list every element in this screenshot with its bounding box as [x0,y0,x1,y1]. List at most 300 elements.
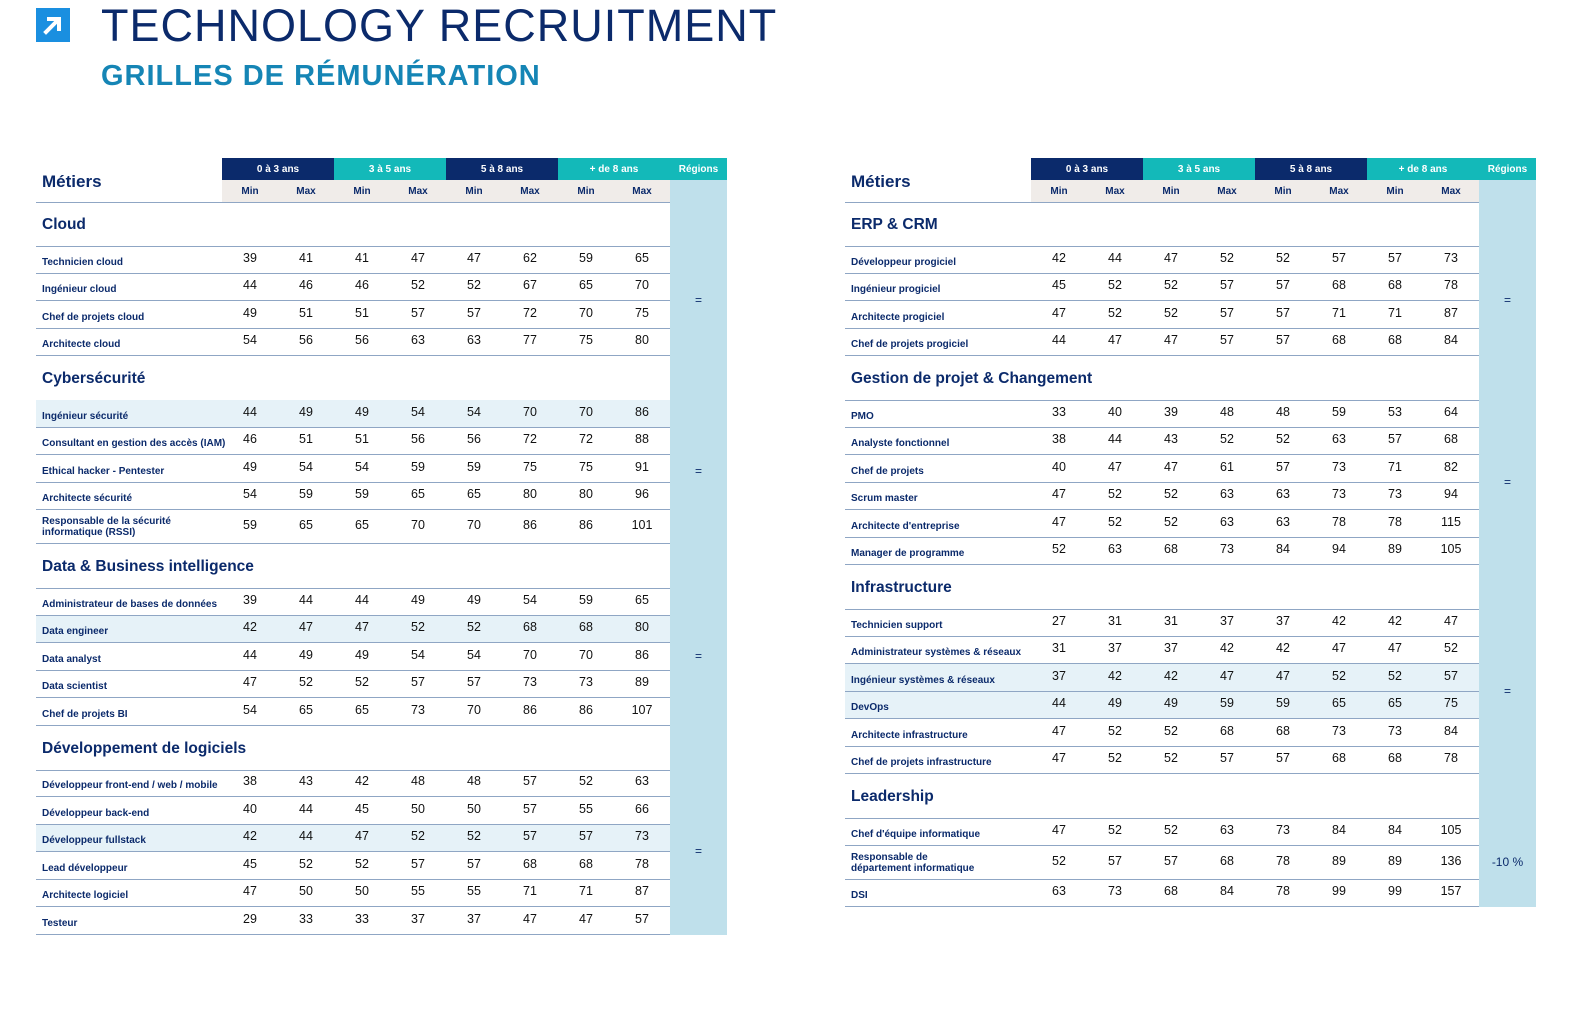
min-salary-cell: 47 [1052,487,1066,502]
min-max-header [1255,180,1367,202]
section-title: Cloud [42,216,86,233]
job-title: DevOps [851,702,889,714]
min-salary-cell: 73 [1388,487,1402,502]
max-salary-cell: 48 [1220,404,1234,419]
min-max-header [1143,180,1255,202]
regions-column [1479,180,1536,907]
min-salary-cell: 49 [243,459,257,474]
job-title: Développeur back-end [42,807,150,819]
region-adjustment: -10 % [1491,854,1524,869]
max-salary-cell: 54 [411,647,425,662]
arrow-up-right-icon [36,8,70,42]
min-salary-cell: 57 [1388,432,1402,447]
max-salary-cell: 71 [1332,305,1346,320]
max-salary-cell: 84 [1444,723,1458,738]
min-salary-cell: 54 [467,647,481,662]
min-salary-cell: 31 [1164,613,1178,628]
salary-grid-right [845,158,1547,907]
max-salary-cell: 68 [523,856,537,871]
max-salary-cell: 75 [635,305,649,320]
max-salary-cell: 47 [1108,333,1122,348]
region-adjustment: = [694,648,702,663]
max-salary-cell: 61 [1220,459,1234,474]
region-adjustment: = [1503,683,1511,698]
region-adjustment: = [694,464,702,478]
max-salary-cell: 57 [1220,333,1234,348]
job-title: Chef de projets progiciel [851,339,969,351]
max-salary-cell: 52 [1108,278,1122,293]
max-salary-cell: 65 [1332,696,1346,711]
region-adjustment: = [694,844,702,858]
max-salary-cell: 54 [299,459,313,474]
table-row [845,246,1479,274]
max-salary-cell: 105 [1440,542,1462,557]
min-salary-cell: 65 [1388,696,1402,711]
min-label: Min [1386,185,1404,197]
min-salary-cell: 52 [467,829,481,844]
min-salary-cell: 78 [1388,514,1402,529]
max-salary-cell: 52 [299,675,313,690]
min-salary-cell: 47 [1388,641,1402,656]
job-title: Développeur progiciel [851,256,957,268]
min-salary-cell: 63 [467,333,481,348]
table-row [845,428,1479,456]
job-title: Data engineer [42,626,109,638]
min-salary-cell: 54 [243,333,257,348]
max-salary-cell: 50 [411,801,425,816]
max-salary-cell: 94 [1444,487,1458,502]
job-title: Architecte logiciel [42,890,129,902]
max-salary-cell: 68 [1332,751,1346,766]
max-salary-cell: 107 [631,702,653,717]
min-salary-cell: 44 [1052,333,1066,348]
min-label: Min [241,185,259,197]
max-salary-cell: 65 [299,702,313,717]
min-salary-cell: 47 [1164,250,1178,265]
max-salary-cell: 44 [1108,432,1122,447]
max-salary-cell: 52 [1332,668,1346,683]
min-salary-cell: 57 [467,856,481,871]
max-salary-cell: 91 [635,459,649,474]
max-salary-cell: 86 [523,702,537,717]
table-row [845,455,1479,483]
max-salary-cell: 52 [411,620,425,635]
min-salary-cell: 68 [1388,278,1402,293]
max-salary-cell: 49 [299,647,313,662]
page-subtitle: GRILLES DE RÉMUNÉRATION [101,60,541,92]
job-title: Lead développeur [42,862,128,874]
min-salary-cell: 49 [355,404,369,419]
section-title: ERP & CRM [851,216,938,233]
max-salary-cell: 59 [411,459,425,474]
min-salary-cell: 56 [355,333,369,348]
min-max-header [334,180,446,202]
min-salary-cell: 52 [1276,432,1290,447]
min-salary-cell: 33 [355,911,369,926]
max-salary-cell: 87 [635,884,649,899]
max-salary-cell: 77 [523,333,537,348]
min-salary-cell: 54 [243,487,257,502]
min-salary-cell: 42 [355,774,369,789]
min-salary-cell: 52 [355,856,369,871]
table-row [36,246,670,274]
job-title: Scrum master [851,493,918,505]
min-salary-cell: 47 [1052,514,1066,529]
min-salary-cell: 31 [1052,641,1066,656]
max-salary-cell: 52 [1108,305,1122,320]
max-salary-cell: 52 [1108,723,1122,738]
min-salary-cell: 55 [467,884,481,899]
regions-header: Régions [1479,158,1536,180]
min-salary-cell: 68 [579,856,593,871]
max-salary-cell: 73 [523,675,537,690]
max-salary-cell: 43 [299,774,313,789]
max-salary-cell: 68 [1444,432,1458,447]
table-row [36,483,670,511]
min-salary-cell: 57 [1276,459,1290,474]
max-salary-cell: 115 [1441,514,1461,529]
min-salary-cell: 52 [1388,668,1402,683]
min-salary-cell: 52 [1164,305,1178,320]
min-salary-cell: 68 [1388,333,1402,348]
table-row [845,483,1479,511]
table-row [845,510,1479,538]
job-title: Data scientist [42,681,108,693]
max-salary-cell: 68 [1220,723,1234,738]
min-salary-cell: 52 [1164,487,1178,502]
max-label: Max [1441,185,1461,197]
min-salary-cell: 47 [1052,822,1066,837]
min-salary-cell: 42 [1052,250,1066,265]
max-salary-cell: 86 [523,518,537,532]
min-salary-cell: 45 [243,856,257,871]
min-salary-cell: 50 [355,884,369,899]
min-salary-cell: 43 [1164,432,1178,447]
job-title: Testeur [42,917,78,929]
min-label: Min [353,185,371,197]
min-salary-cell: 56 [467,432,481,447]
job-title: Consultant en gestion des accès (IAM) [42,438,226,450]
job-title [42,516,171,538]
min-salary-cell: 51 [355,432,369,447]
min-salary-cell: 54 [355,459,369,474]
table-row [36,400,670,428]
max-salary-cell: 65 [635,592,649,607]
max-salary-cell: 47 [1108,459,1122,474]
table-row [36,907,670,935]
job-title: DSI [851,890,868,902]
job-title: Chef de projets infrastructure [851,757,992,769]
column-header-metiers: Métiers [851,172,911,191]
max-salary-cell: 78 [1444,751,1458,766]
max-salary-cell: 31 [1108,613,1122,628]
max-salary-cell: 49 [1108,696,1122,711]
job-title: Manager de programme [851,548,965,560]
max-salary-cell: 65 [635,250,649,265]
table-row [36,274,670,302]
min-salary-cell: 52 [1276,250,1290,265]
max-salary-cell: 84 [1444,333,1458,348]
table-row [845,637,1479,665]
table-row [36,797,670,825]
min-salary-cell: 68 [1164,542,1178,557]
max-salary-cell: 73 [1332,459,1346,474]
max-salary-cell: 52 [411,278,425,293]
max-salary-cell: 70 [411,518,425,532]
job-title: Analyste fonctionnel [851,438,950,450]
table-row [845,664,1479,692]
min-salary-cell: 54 [467,404,481,419]
min-label: Min [577,185,595,197]
min-salary-cell: 75 [579,459,593,474]
min-salary-cell: 52 [579,774,593,789]
max-salary-cell: 55 [411,884,425,899]
table-row [36,698,670,726]
max-salary-cell: 33 [299,911,313,926]
min-salary-cell: 52 [1164,822,1178,837]
table-row [36,428,670,456]
max-salary-cell: 63 [1220,514,1234,529]
min-salary-cell: 52 [355,675,369,690]
job-title-line: Responsable de [851,851,928,863]
table-row [845,719,1479,747]
max-salary-cell: 89 [1332,853,1346,868]
max-salary-cell: 57 [411,675,425,690]
min-salary-cell: 72 [579,432,593,447]
job-title: Architecte infrastructure [851,729,968,741]
min-salary-cell: 33 [1052,404,1066,419]
max-salary-cell: 57 [1444,668,1458,683]
max-salary-cell: 68 [1332,333,1346,348]
salary-table-right [845,158,1547,907]
min-salary-cell: 84 [1388,822,1402,837]
max-salary-cell: 96 [635,487,649,502]
header-divider [36,202,670,203]
section-title: Leadership [851,788,934,805]
max-salary-cell: 47 [1444,613,1458,628]
max-salary-cell: 52 [411,829,425,844]
min-salary-cell: 42 [1388,613,1402,628]
max-salary-cell: 157 [1440,884,1462,899]
max-salary-cell: 68 [523,620,537,635]
max-salary-cell: 57 [1220,751,1234,766]
max-salary-cell: 52 [1108,487,1122,502]
max-salary-cell: 63 [1220,487,1234,502]
min-salary-cell: 54 [243,702,257,717]
min-salary-cell: 59 [243,518,257,532]
min-salary-cell: 57 [1164,853,1178,868]
max-salary-cell: 70 [523,647,537,662]
job-title: Architecte d'entreprise [851,520,960,532]
min-salary-cell: 86 [579,702,593,717]
max-salary-cell: 73 [1108,884,1122,899]
min-salary-cell: 63 [1052,884,1066,899]
job-title: Administrateur de bases de données [42,598,218,610]
min-salary-cell: 47 [243,675,257,690]
table-row [36,852,670,880]
experience-band-header: + de 8 ans [1367,158,1479,180]
max-salary-cell: 72 [523,432,537,447]
max-salary-cell: 63 [1108,542,1122,557]
min-salary-cell: 78 [1276,884,1290,899]
max-salary-cell: 82 [1444,459,1458,474]
header-divider [845,202,1479,203]
table-row [36,671,670,699]
min-salary-cell: 57 [1276,305,1290,320]
min-salary-cell: 59 [579,592,593,607]
max-salary-cell: 52 [1444,641,1458,656]
max-salary-cell: 49 [299,404,313,419]
section-title: Cybersécurité [42,370,146,387]
min-salary-cell: 47 [1276,668,1290,683]
max-salary-cell: 37 [1220,613,1234,628]
min-salary-cell: 68 [1276,723,1290,738]
table-row [845,274,1479,302]
max-salary-cell: 52 [299,856,313,871]
min-salary-cell: 73 [579,675,593,690]
min-salary-cell: 52 [1052,542,1066,557]
max-salary-cell: 44 [299,592,313,607]
table-row [845,692,1479,720]
min-salary-cell: 71 [579,884,593,899]
min-salary-cell: 40 [243,801,257,816]
regions-header: Régions [670,158,727,180]
min-salary-cell: 47 [1052,305,1066,320]
max-salary-cell: 71 [523,884,537,899]
table-row [36,510,670,544]
max-salary-cell: 57 [523,801,537,816]
max-salary-cell: 56 [411,432,425,447]
max-salary-cell: 73 [1444,250,1458,265]
max-salary-cell: 89 [635,675,649,690]
experience-band-header: 5 à 8 ans [1255,158,1367,180]
max-salary-cell: 75 [1444,696,1458,711]
min-salary-cell: 63 [1276,514,1290,529]
experience-band-header: 0 à 3 ans [222,158,334,180]
max-salary-cell: 52 [1108,822,1122,837]
max-salary-cell: 57 [635,911,649,926]
min-salary-cell: 52 [1164,723,1178,738]
min-salary-cell: 29 [243,911,257,926]
min-salary-cell: 57 [467,675,481,690]
min-salary-cell: 42 [1164,668,1178,683]
min-salary-cell: 57 [579,829,593,844]
max-salary-cell: 67 [523,278,537,293]
table-row [845,747,1479,775]
max-label: Max [408,185,428,197]
table-row [36,329,670,357]
max-salary-cell: 73 [411,702,425,717]
max-salary-cell: 86 [635,647,649,662]
max-salary-cell: 73 [1332,723,1346,738]
max-salary-cell: 84 [1220,884,1234,899]
job-title-line: département informatique [851,862,975,874]
min-salary-cell: 47 [355,620,369,635]
table-row [845,880,1479,908]
min-salary-cell: 68 [579,620,593,635]
max-salary-cell: 37 [411,911,425,926]
max-salary-cell: 59 [299,487,313,502]
min-salary-cell: 41 [355,250,369,265]
job-title: Architecte sécurité [42,493,133,505]
min-salary-cell: 71 [1388,305,1402,320]
min-salary-cell: 27 [1052,613,1066,628]
table-row [845,301,1479,329]
max-salary-cell: 84 [1332,822,1346,837]
min-salary-cell: 99 [1388,884,1402,899]
max-salary-cell: 41 [299,250,313,265]
min-salary-cell: 44 [243,404,257,419]
max-label: Max [632,185,652,197]
min-salary-cell: 70 [579,404,593,419]
job-title: Ingénieur cloud [42,284,117,296]
min-salary-cell: 44 [243,278,257,293]
min-salary-cell: 68 [1164,884,1178,899]
max-salary-cell: 47 [299,620,313,635]
table-row [845,609,1479,637]
min-salary-cell: 55 [579,801,593,816]
min-label: Min [465,185,483,197]
min-salary-cell: 49 [1164,696,1178,711]
table-row [36,588,670,616]
max-salary-cell: 49 [411,592,425,607]
min-salary-cell: 63 [1276,487,1290,502]
max-salary-cell: 42 [1220,641,1234,656]
max-salary-cell: 63 [635,774,649,789]
max-salary-cell: 44 [1108,250,1122,265]
min-salary-cell: 59 [579,250,593,265]
min-label: Min [1274,185,1292,197]
max-salary-cell: 78 [635,856,649,871]
min-salary-cell: 52 [1164,278,1178,293]
min-salary-cell: 47 [1164,459,1178,474]
max-salary-cell: 78 [1444,278,1458,293]
max-salary-cell: 68 [1332,278,1346,293]
max-salary-cell: 51 [299,432,313,447]
max-salary-cell: 68 [1220,853,1234,868]
job-title-line: informatique (RSSI) [42,527,136,538]
max-salary-cell: 59 [1220,696,1234,711]
max-salary-cell: 47 [523,911,537,926]
min-salary-cell: 50 [467,801,481,816]
max-salary-cell: 63 [1220,822,1234,837]
min-salary-cell: 52 [467,620,481,635]
max-label: Max [1217,185,1237,197]
max-salary-cell: 78 [1332,514,1346,529]
job-title: Technicien cloud [42,256,123,268]
table-row [36,455,670,483]
job-title: Chef de projets BI [42,708,128,720]
min-salary-cell: 52 [1164,751,1178,766]
min-salary-cell: 89 [1388,853,1402,868]
min-salary-cell: 38 [1052,432,1066,447]
max-salary-cell: 42 [1332,613,1346,628]
max-salary-cell: 70 [635,278,649,293]
min-salary-cell: 52 [1164,514,1178,529]
max-label: Max [1105,185,1125,197]
min-salary-cell: 78 [1276,853,1290,868]
max-salary-cell: 46 [299,278,313,293]
job-title-line: Responsable de la sécurité [42,516,171,527]
min-salary-cell: 59 [355,487,369,502]
max-salary-cell: 62 [523,250,537,265]
max-salary-cell: 57 [1220,278,1234,293]
max-salary-cell: 88 [635,432,649,447]
job-title: Technicien support [851,619,943,631]
max-salary-cell: 47 [411,250,425,265]
section-title: Gestion de projet & Changement [851,370,1093,387]
max-salary-cell: 37 [1108,641,1122,656]
